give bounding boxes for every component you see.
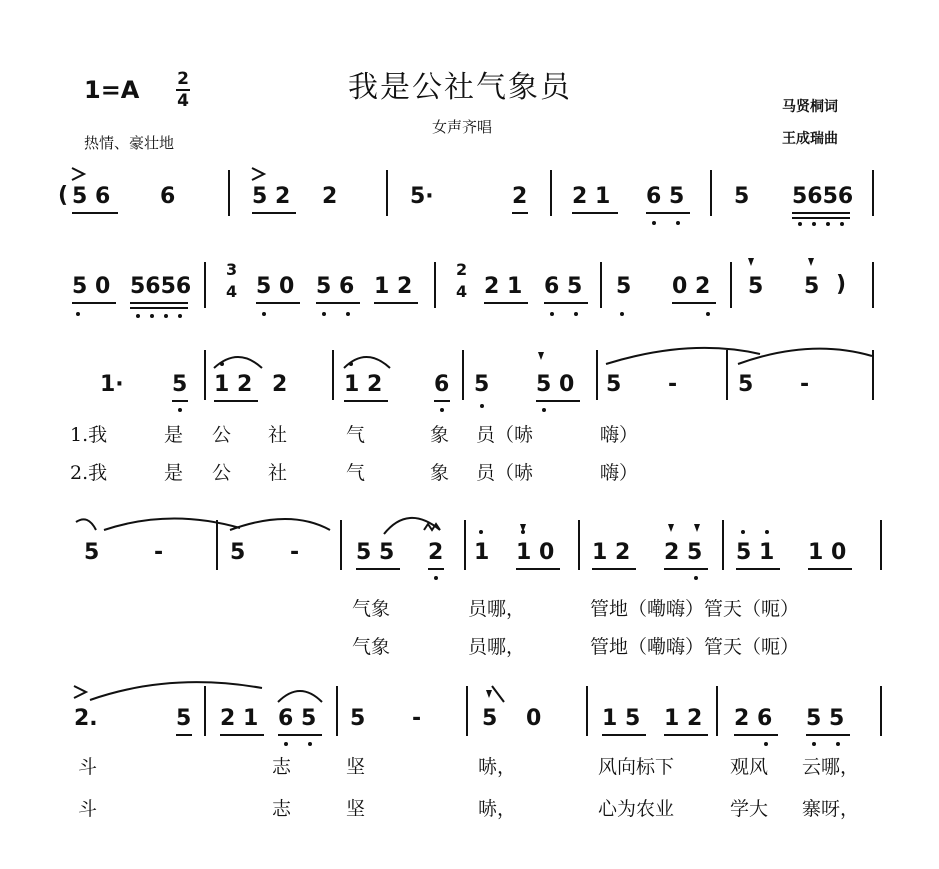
note-group: 5 — [606, 372, 622, 397]
lyric-syllable: 气象 — [352, 598, 391, 620]
note-group: 1 2 — [664, 706, 703, 731]
note-group: 5 0 — [256, 274, 295, 299]
note-group: 2 5 — [664, 540, 703, 565]
lyric-syllable: 观风 — [730, 756, 769, 778]
lyric-syllable: 员哪， — [468, 598, 526, 620]
note-group: 5 6 — [72, 184, 111, 209]
lyric-syllable: 象 — [430, 424, 450, 446]
lyric-syllable: 公 — [212, 424, 232, 446]
lyric-syllable: 社 — [268, 462, 288, 484]
tie — [738, 349, 872, 364]
lyric-syllable: 社 — [268, 424, 288, 446]
lyric-syllable: 管地（嘞嗨）管天（呃） — [590, 598, 800, 620]
note-group: - — [412, 706, 422, 731]
note-group: 5 — [172, 372, 188, 397]
note-group: 5 — [350, 706, 366, 731]
note-group: 6 5 — [544, 274, 583, 299]
accent-wedge — [808, 258, 814, 266]
lyric-syllable: 是 — [164, 424, 184, 446]
lyric-syllable: 斗 — [78, 798, 98, 820]
note-group: 5 — [748, 274, 764, 299]
slur — [384, 518, 440, 534]
time-signature-change-top: 2 — [456, 260, 468, 279]
note-group: 5656 — [130, 274, 192, 299]
note-group: 2 — [272, 372, 288, 397]
note-group: 2 — [512, 184, 528, 209]
high-octave-dot — [220, 362, 224, 366]
lyric-syllable: 气 — [346, 462, 366, 484]
note-group: - — [800, 372, 810, 397]
note-group: 5 5 — [806, 706, 845, 731]
time-signature-bottom: 4 — [177, 91, 189, 111]
lyric-syllable: 员哪， — [468, 636, 526, 658]
lyric-syllable: 哧， — [478, 798, 517, 820]
voicing-label: 女声齐唱 — [432, 118, 493, 136]
composer-credit: 王成瑞曲 — [782, 131, 838, 147]
note-group: 5 — [616, 274, 632, 299]
note-group: 5 6 — [316, 274, 355, 299]
accent-wedge — [538, 352, 544, 360]
lyric-syllable: 气 — [346, 424, 366, 446]
lyric-syllable: 管地（嘞嗨）管天（呃） — [590, 636, 800, 658]
accent-wedge — [748, 258, 754, 266]
tempo-marking: 热情、豪壮地 — [84, 134, 175, 152]
lyric-syllable: 员（哧 — [476, 424, 534, 446]
lyric-syllable: 2.我 — [70, 462, 108, 484]
accent-wedge — [486, 690, 492, 698]
lyric-syllable: 志 — [272, 756, 292, 778]
note-group: 1 — [474, 540, 490, 565]
high-octave-dot — [479, 530, 483, 534]
note-group: 1 5 — [602, 706, 641, 731]
tie — [104, 518, 240, 530]
note-group: 5 1 — [736, 540, 775, 565]
note-group: 5 — [176, 706, 192, 731]
lyric-syllable: 寨呀， — [802, 798, 860, 820]
note-group: 2 1 — [220, 706, 259, 731]
intro-close-paren: ) — [836, 272, 847, 297]
lyric-syllable: 心为农业 — [598, 798, 675, 820]
time-signature-change-bottom: 4 — [226, 282, 238, 301]
note-group: - — [668, 372, 678, 397]
note-group: 6 — [160, 184, 176, 209]
note-group: 6 — [434, 372, 450, 397]
lyric-syllable: 象 — [430, 462, 450, 484]
lyric-syllable: 员（哧 — [476, 462, 534, 484]
lyric-syllable: 斗 — [78, 756, 98, 778]
breath-mark — [492, 686, 504, 702]
accent-mark — [252, 168, 264, 180]
lyric-syllable: 坚 — [346, 756, 366, 778]
note-group: - — [154, 540, 164, 565]
lyric-syllable: 志 — [272, 798, 292, 820]
note-group: 5 5 — [356, 540, 395, 565]
tie — [90, 682, 262, 700]
note-group: 1· — [100, 372, 124, 397]
note-group: 5 — [738, 372, 754, 397]
lyricist-credit: 马贤桐词 — [782, 99, 838, 115]
lyric-syllable: 气象 — [352, 636, 391, 658]
note-group: 2 6 — [734, 706, 773, 731]
lyric-syllable: 风向标下 — [598, 756, 675, 778]
tie — [606, 348, 760, 364]
note-group: 6 5 — [278, 706, 317, 731]
note-group: 2 1 — [484, 274, 523, 299]
high-octave-dot — [741, 530, 745, 534]
note-group: 5 — [84, 540, 100, 565]
note-group: 2 — [322, 184, 338, 209]
note-group: 1 2 — [374, 274, 413, 299]
high-octave-dot — [521, 530, 525, 534]
accent-mark — [72, 168, 84, 180]
tie — [76, 519, 96, 530]
note-group: 5 — [482, 706, 498, 731]
key-signature: 1=A — [84, 76, 140, 104]
note-group: 5656 — [792, 184, 854, 209]
note-group: 6 5 — [646, 184, 685, 209]
accent-wedge — [668, 524, 674, 532]
tie — [230, 519, 330, 530]
lyric-syllable: 嗨） — [600, 424, 639, 446]
note-group: 5 — [474, 372, 490, 397]
lyric-syllable: 学大 — [730, 798, 769, 820]
note-group: - — [290, 540, 300, 565]
note-group: 1 0 — [516, 540, 555, 565]
note-group: 1 2 — [592, 540, 631, 565]
note-group: 5 — [734, 184, 750, 209]
note-group: 1 2 — [344, 372, 383, 397]
lyric-syllable: 是 — [164, 462, 184, 484]
note-group: 0 2 — [672, 274, 711, 299]
lyric-syllable: 云哪， — [802, 756, 860, 778]
lyric-syllable: 嗨） — [600, 462, 639, 484]
note-group: 1 2 — [214, 372, 253, 397]
lyric-syllable: 公 — [212, 462, 232, 484]
accent-wedge — [694, 524, 700, 532]
note-group: 2 1 — [572, 184, 611, 209]
high-octave-dot — [765, 530, 769, 534]
accent-mark — [74, 686, 86, 698]
note-group: 2 — [428, 540, 444, 565]
note-group: 5 0 — [72, 274, 111, 299]
note-group: 5 — [230, 540, 246, 565]
note-group: 2. — [74, 706, 98, 731]
lyric-syllable: 1.我 — [70, 424, 108, 446]
high-octave-dot — [349, 362, 353, 366]
intro-open-paren: ( — [58, 183, 69, 208]
note-group: 5 0 — [536, 372, 575, 397]
slur — [278, 691, 322, 702]
lyric-syllable: 哧， — [478, 756, 517, 778]
song-title: 我是公社气象员 — [348, 70, 572, 105]
note-group: 5· — [410, 184, 434, 209]
time-signature-top: 2 — [177, 69, 189, 89]
note-group: 1 0 — [808, 540, 847, 565]
note-group: 0 — [526, 706, 542, 731]
note-group: 5 2 — [252, 184, 291, 209]
note-group: 5 — [804, 274, 820, 299]
lyric-syllable: 坚 — [346, 798, 366, 820]
time-signature-change-bottom: 4 — [456, 282, 468, 301]
time-signature-change-top: 3 — [226, 260, 238, 279]
